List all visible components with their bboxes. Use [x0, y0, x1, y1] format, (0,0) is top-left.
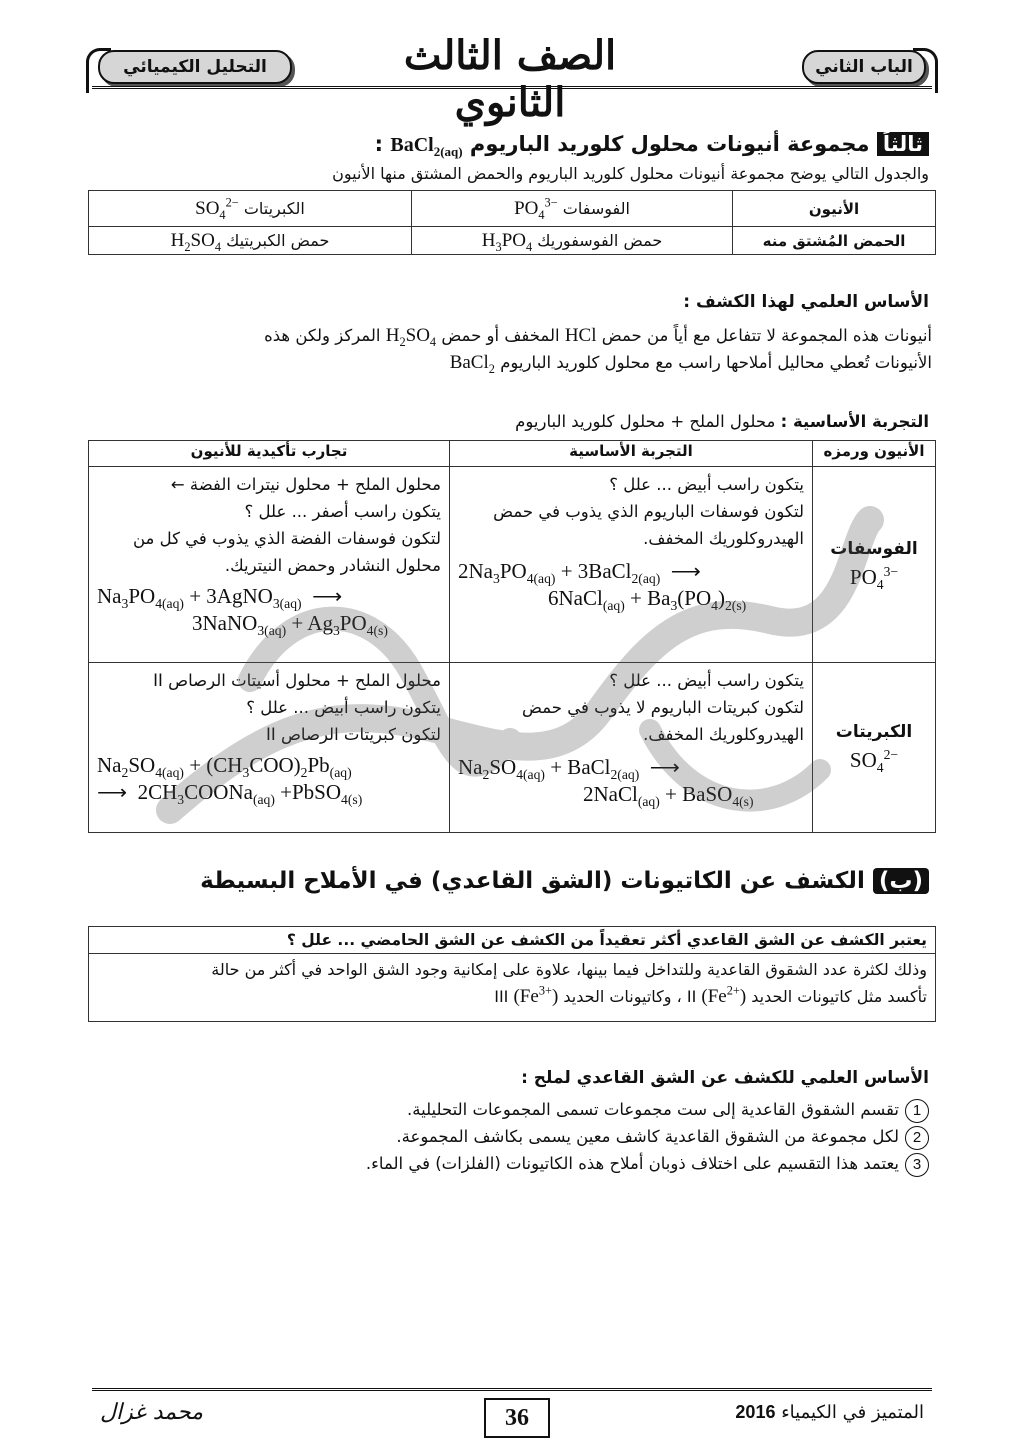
note-answer-l1: وذلك لكثرة عدد الشقوق القاعدية وللتداخل فيما بينها، علاوة على إمكانية وجود الشق الواحد في أكثر من حالة	[211, 960, 927, 979]
section-intro: والجدول التالي يوضح مجموعة أنيونات محلول كلوريد الباريوم والحمض المشتق منها الأنيون	[332, 164, 929, 183]
sulfate-confirm-eq-1: $Na_2SO_{4(aq)} + (CH_3COO)_2Pb_{(aq)}$	[97, 753, 352, 781]
phosphate-confirm-eq-2: 3NaNO$_{3(aq)}$ + $Ag_3PO_{4(s)}$	[192, 611, 388, 639]
basis2-item-2: 2لكل مجموعة من الشقوق القاعدية كاشف معين يسمى بكاشف المجموعة.	[366, 1123, 929, 1150]
footer-year: 2016	[735, 1402, 776, 1422]
basis-heading: الأساس العلمي لهذا الكشف :	[683, 292, 929, 312]
header-subject-pill: التحليل الكيميائي	[98, 50, 292, 84]
sulfate-row-symbol: $SO_4^{2-}$	[849, 747, 899, 776]
sulfate-confirm-l1: محلول الملح + محلول أسيتات الرصاص II	[153, 671, 441, 690]
basis-line-2: الأنيونات تُعطي محاليل أملاحها راسب مع محلول كلوريد الباريوم BaCl$_2$	[449, 352, 932, 376]
sulfuric-acid-cell	[89, 227, 412, 255]
phosphate-basic-eq-2: 6NaCl$_{(aq)}$ + $Ba_3(PO_4)_{2(s)}$	[548, 586, 747, 614]
footer-author-signature: محمد غزال	[100, 1400, 203, 1425]
sulfate-confirm-cell	[89, 663, 450, 833]
sulfate-basic-eq-1: $Na_2SO_{4(aq)}$ + BaCl$_{2(aq)}$ ⟶	[458, 755, 680, 783]
experiment-heading: التجربة الأساسية : محلول الملح + محلول كلوريد الباريوم	[515, 412, 929, 431]
sulfate-anion-cell	[813, 663, 936, 833]
header-chapter-pill: الباب الثاني	[802, 50, 926, 84]
phosphate-basic-l1: يتكون راسب أبيض ... علل ؟	[609, 475, 804, 494]
phosphate-confirm-cell	[89, 467, 450, 663]
phosphate-confirm-l3: لتكون فوسفات الفضة الذي يذوب في كل من محلول النشادر وحمض النيتريك.	[132, 529, 441, 575]
section-b-title-text: الكشف عن الكاتيونات (الشق القاعدي) في الأملاح البسيطة	[200, 868, 865, 894]
basis2-list	[366, 1096, 929, 1177]
phosphate-confirm-l2: يتكون راسب أصفر ... علل ؟	[244, 502, 441, 521]
sulfate-confirm-eq-2: ⟶ $2CH_3COONa_{(aq)}$ +PbSO$_{4(s)}$	[97, 780, 363, 808]
phosphoric-acid-formula: $H_3PO_4$	[481, 229, 533, 254]
col-anion-header: الأنيون ورمزه	[813, 441, 936, 467]
note-answer-l2: تأكسد مثل كاتيونات الحديد II $(Fe^{2+})$ ، وكاتيونات الحديد III $(Fe^{3+})$	[494, 983, 927, 1007]
footer-series-name: المتميز في الكيمياء	[781, 1402, 924, 1423]
section-b-title	[200, 868, 929, 894]
experiment-table	[88, 440, 936, 833]
phosphate-name: الفوسفات	[562, 198, 630, 218]
phosphate-row-name: الفوسفات	[830, 539, 918, 559]
phosphate-anion-cell	[813, 467, 936, 663]
sulfate-basic-l2: لتكون كبريتات الباريوم لا يذوب في حمض الهيدروكلوريك المخفف.	[522, 698, 804, 744]
phosphate-cell	[412, 191, 733, 227]
section-title	[375, 132, 929, 157]
section-title-text: مجموعة أنيونات محلول كلوريد الباريوم	[469, 132, 870, 156]
col-basic-header: التجربة الأساسية	[450, 441, 813, 467]
phosphate-confirm-l1: محلول الملح + محلول نيترات الفضة ←	[170, 475, 441, 494]
header-grade-title: الصف الثالث الثانوي	[403, 32, 617, 126]
acid-row-label: الحمض المُشتق منه	[733, 227, 936, 255]
sulfate-confirm-l2: يتكون راسب أبيض ... علل ؟	[246, 698, 441, 717]
footer-series	[735, 1402, 924, 1423]
sulfate-symbol: $SO_4^{2-}$	[195, 195, 239, 222]
section-badge: ثالثاً	[877, 132, 929, 156]
sulfuric-acid-name: حمض الكبريتيك	[226, 230, 330, 250]
phosphate-confirm-eq-1: $Na_3PO_{4(aq)}$ + 3AgNO$_{3(aq)}$ ⟶	[97, 584, 343, 612]
sulfate-row-name: الكبريتات	[835, 722, 913, 742]
col-confirm-header: تجارب تأكيدية للأنيون	[89, 441, 450, 467]
phosphate-basic-eq-1: $2Na_3PO_{4(aq)}$ + 3BaCl$_{2(aq)}$ ⟶	[458, 559, 701, 587]
basis-text	[88, 322, 932, 376]
basis2-item-1: 1تقسم الشقوق القاعدية إلى ست مجموعات تسمى المجموعات التحليلية.	[366, 1096, 929, 1123]
phosphoric-acid-cell	[412, 227, 733, 255]
basis2-item-3: 3يعتمد هذا التقسيم على اختلاف ذوبان أملاح هذه الكاتيونات (الفلزات) في الماء.	[366, 1150, 929, 1177]
header-rule	[92, 86, 932, 89]
anion-row-label: الأنيون	[733, 191, 936, 227]
phosphate-basic-l2: لتكون فوسفات الباريوم الذي يذوب في حمض الهيدروكلوريك المخفف.	[493, 502, 804, 548]
footer-rule	[92, 1388, 932, 1391]
sulfate-name: الكبريتات	[243, 198, 305, 218]
phosphate-basic-cell	[450, 467, 813, 663]
sulfate-basic-l1: يتكون راسب أبيض ... علل ؟	[609, 671, 804, 690]
phosphate-row-symbol: $PO_4^{3-}$	[849, 564, 899, 593]
sulfate-confirm-l3: لتكون كبريتات الرصاص II	[265, 725, 441, 744]
phosphoric-acid-name: حمض الفوسفوريك	[537, 230, 663, 250]
phosphate-symbol: $PO_4^{3-}$	[514, 195, 558, 222]
sulfate-basic-eq-2: 2NaCl$_{(aq)}$ + BaSO$_{4(s)}$	[583, 782, 754, 810]
basis2-heading: الأساس العلمي للكشف عن الشق القاعدي لملح :	[521, 1068, 929, 1088]
sulfate-basic-cell	[450, 663, 813, 833]
section-title-formula: BaCl$_{2(aq)}$	[390, 134, 463, 159]
sulfate-cell	[89, 191, 412, 227]
section-title-colon: :	[374, 132, 384, 156]
sulfuric-acid-formula: $H_2SO_4$	[170, 229, 222, 254]
page-number: 36	[484, 1398, 550, 1438]
note-box	[88, 926, 936, 1022]
basis-line-1: أنيونات هذه المجموعة لا تتفاعل مع أياً من حمض HCl المخفف أو حمض $H_2SO_4$ المركز ولكن هذه	[264, 325, 932, 349]
section-b-badge: (ب)	[873, 868, 929, 894]
note-question: يعتبر الكشف عن الشق القاعدي أكثر تعقيداً من الكشف عن الشق الحامضي ... علل ؟	[89, 927, 935, 954]
anion-acid-table	[88, 190, 936, 255]
note-answer	[89, 954, 935, 1012]
